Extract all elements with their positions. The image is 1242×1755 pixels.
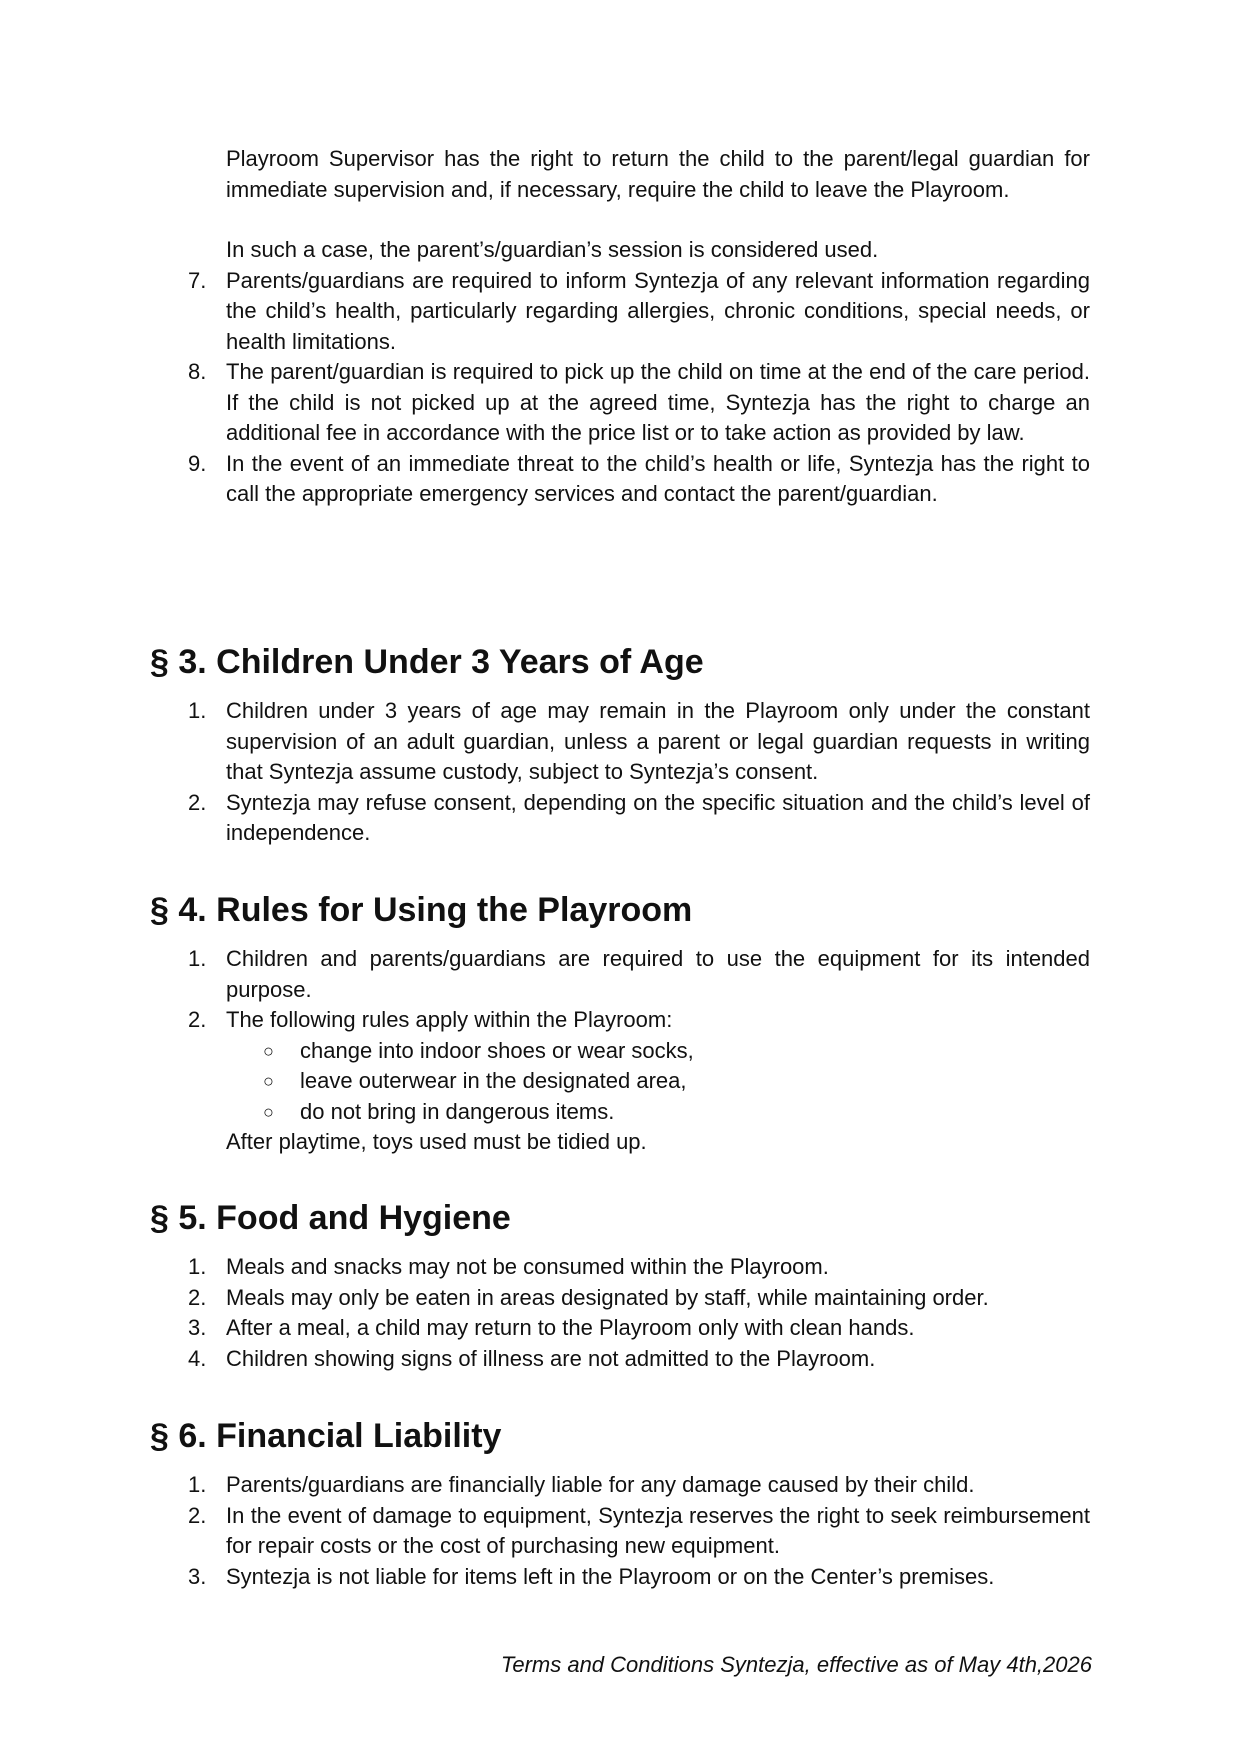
- bullet-item-text: leave outerwear in the designated area,: [300, 1068, 687, 1093]
- list-number: 2.: [188, 1284, 207, 1310]
- page-footer: Terms and Conditions Syntezja, effective as of May 4th,2026: [500, 1652, 1092, 1677]
- list-item-text: Meals may only be eaten in areas designated by staff, while maintaining order.: [226, 1284, 989, 1310]
- list-item-text: Syntezja is not liable for items left in the Playroom or on the Center’s premises.: [226, 1563, 995, 1589]
- list-item: [150, 1470, 1090, 1501]
- list-item-text: In the event of an immediate threat to the child’s health or life, Syntezja has the right to call the appropriate emergency services and contact the parent/guardian.: [226, 450, 1090, 506]
- bullet-item-text: change into indoor shoes or wear socks,: [300, 1037, 694, 1063]
- list-number: 4.: [188, 1345, 207, 1371]
- circle-bullet-icon: ○: [263, 1040, 274, 1061]
- section-4: [150, 888, 1090, 1158]
- list-item-text: Children and parents/guardians are required to use the equipment for its intended purpose.: [226, 946, 1090, 1002]
- numbered-list: [150, 1252, 1090, 1374]
- list-number: 1.: [188, 1472, 207, 1497]
- list-number: 1.: [188, 946, 207, 971]
- list-item: [150, 788, 1090, 849]
- section-5: [150, 1196, 1090, 1374]
- paragraph-supervisor-right: Playroom Supervisor has the right to return the child to the parent/legal guardian for immediate supervision and, if necessary, require the child to leave the Playroom.: [226, 146, 1090, 202]
- bullet-list: [150, 1036, 1090, 1128]
- list-item-text: Meals and snacks may not be consumed within the Playroom.: [226, 1254, 829, 1279]
- list-item-text: Parents/guardians are financially liable for any damage caused by their child.: [226, 1472, 975, 1497]
- list-item-text: Children showing signs of illness are not admitted to the Playroom.: [226, 1345, 876, 1371]
- list-number: 1.: [188, 698, 207, 723]
- list-item: [150, 357, 1090, 449]
- list-item: [150, 944, 1090, 1005]
- list-number: 3.: [188, 1315, 207, 1340]
- list-item: [150, 1252, 1090, 1283]
- section-3-heading: § 3. Children Under 3 Years of Age: [150, 643, 704, 681]
- section2-continuation: [150, 144, 1090, 510]
- numbered-list: [150, 696, 1090, 849]
- section-4-heading: § 4. Rules for Using the Playroom: [150, 891, 693, 929]
- list-item-text: After a meal, a child may return to the Playroom only with clean hands.: [226, 1315, 915, 1340]
- list-number: 8.: [188, 359, 207, 384]
- circle-bullet-icon: ○: [263, 1101, 274, 1122]
- list-number: 3.: [188, 1563, 207, 1589]
- list-number: 7.: [188, 267, 207, 293]
- bullet-item-text: do not bring in dangerous items.: [300, 1098, 615, 1124]
- section-3: [150, 640, 1090, 849]
- list-item: [150, 1005, 1090, 1036]
- list-item: [150, 449, 1090, 510]
- list-number: 2.: [188, 789, 207, 815]
- list-item-text: Parents/guardians are required to inform Syntezja of any relevant information regarding the child’s health, particularly regarding allergies, chronic conditions, special needs, or health limitations.: [226, 267, 1090, 354]
- list-item: [150, 1313, 1090, 1344]
- bullet-item: [150, 1066, 1090, 1097]
- section-5-heading: § 5. Food and Hygiene: [150, 1199, 511, 1237]
- list-item: [150, 1501, 1090, 1562]
- list-item: [150, 1562, 1090, 1593]
- list-number: 2.: [188, 1502, 207, 1528]
- bullet-item: [150, 1097, 1090, 1128]
- list-item-text: The parent/guardian is required to pick up the child on time at the end of the care period. If the child is not picked up at the agreed time, Syntezja has the right to charge an additional fee in accordance with the price list or to take action as provided by law.: [226, 359, 1090, 445]
- list-number: 9.: [188, 450, 207, 476]
- section-6: [150, 1414, 1090, 1592]
- bullet-item: [150, 1036, 1090, 1067]
- numbered-list: [150, 944, 1090, 1036]
- paragraph-tidy-up: After playtime, toys used must be tidied up.: [226, 1129, 647, 1154]
- list-item-text: The following rules apply within the Playroom:: [226, 1007, 673, 1032]
- list-item-text: Children under 3 years of age may remain in the Playroom only under the constant supervision of an adult guardian, unless a parent or legal guardian requests in writing that Syntezja assume custody, subject to Syntezja’s consent.: [226, 698, 1090, 784]
- list-item-text: Syntezja may refuse consent, depending on the specific situation and the child’s level of independence.: [226, 789, 1090, 845]
- numbered-list: [150, 266, 1090, 510]
- circle-bullet-icon: ○: [263, 1071, 274, 1091]
- section-6-heading: § 6. Financial Liability: [150, 1417, 502, 1455]
- list-number: 1.: [188, 1254, 207, 1279]
- list-number: 2.: [188, 1007, 207, 1032]
- numbered-list: [150, 1470, 1090, 1592]
- paragraph-session-used: In such a case, the parent’s/guardian’s session is considered used.: [226, 237, 879, 262]
- list-item: [150, 696, 1090, 788]
- list-item: [150, 266, 1090, 358]
- list-item-text: In the event of damage to equipment, Syntezja reserves the right to seek reimbursement for repair costs or the cost of purchasing new equipment.: [226, 1502, 1090, 1558]
- list-item: [150, 1283, 1090, 1314]
- list-item: [150, 1344, 1090, 1375]
